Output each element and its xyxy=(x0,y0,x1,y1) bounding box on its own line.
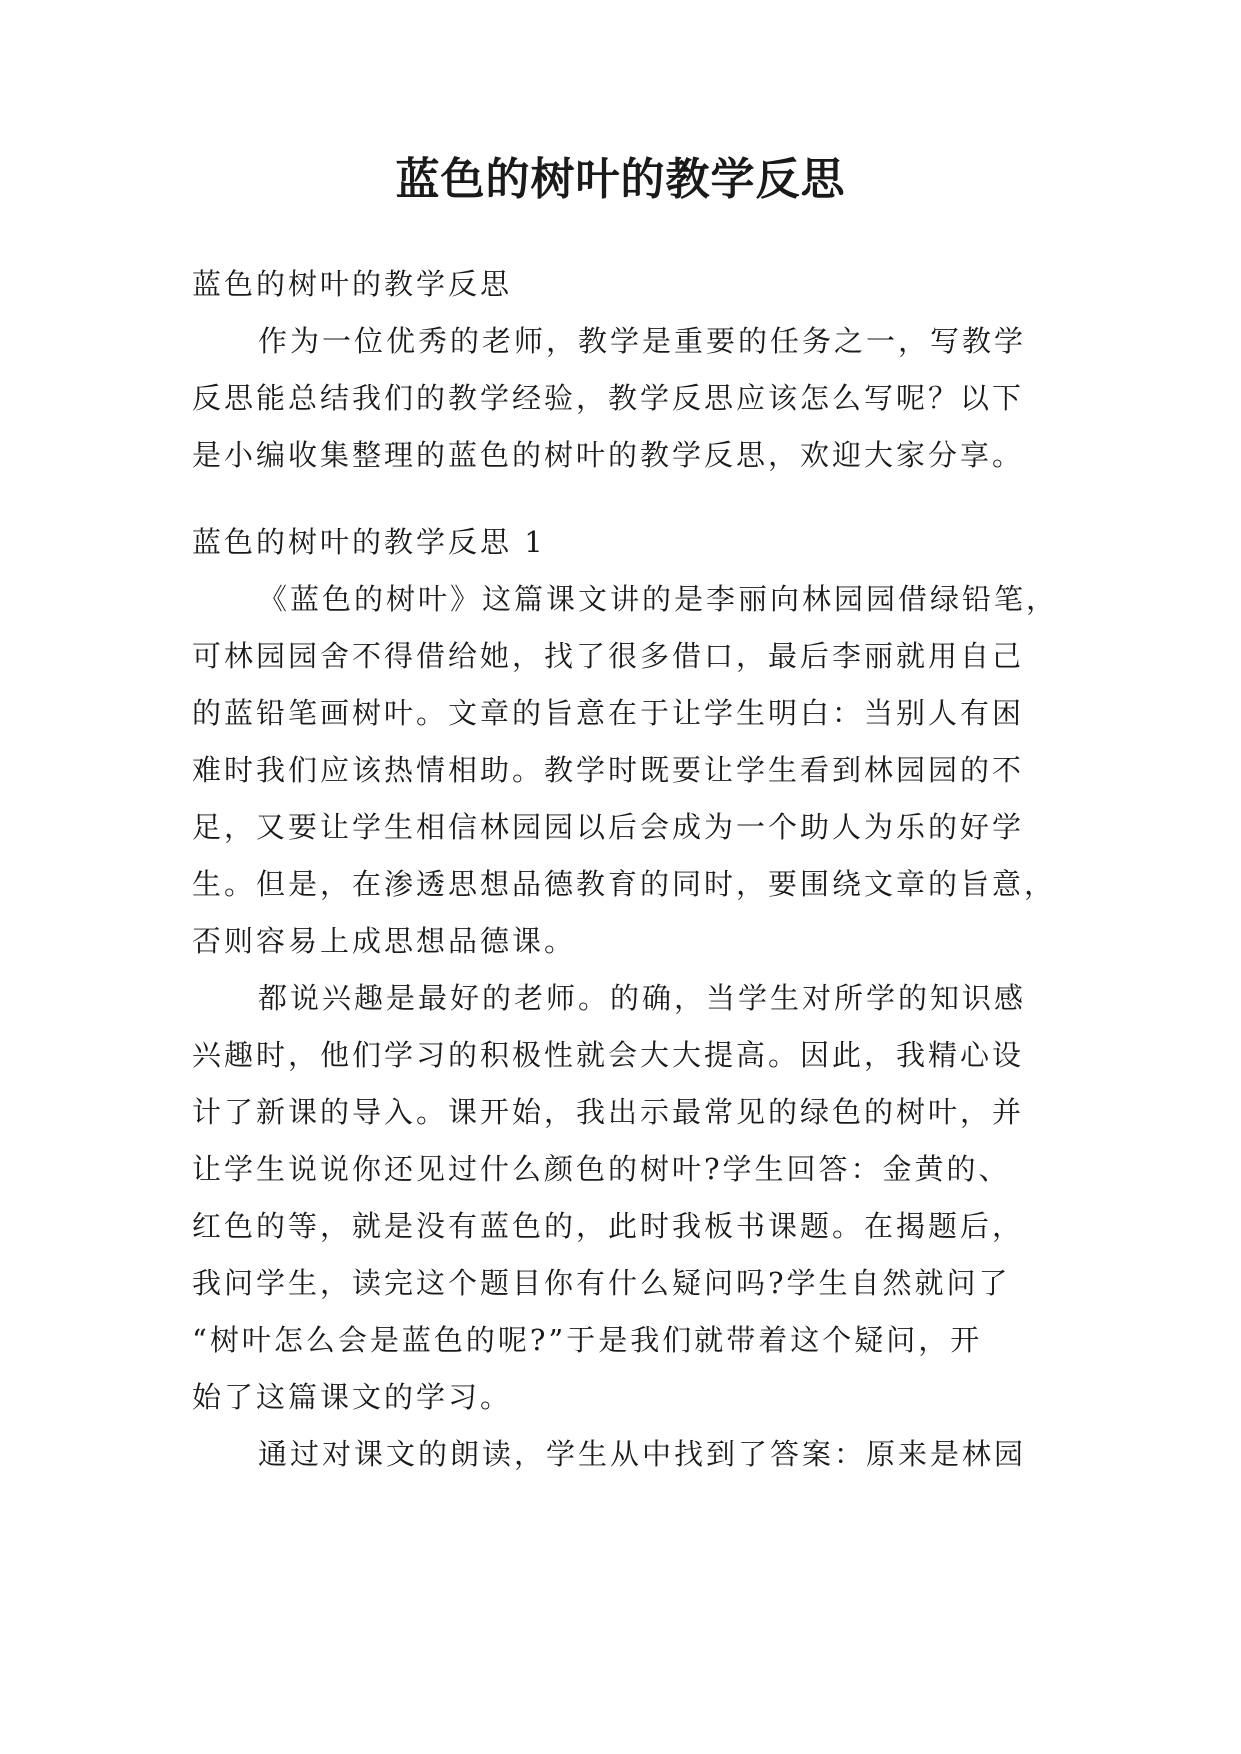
intro-line-2: 反思能总结我们的教学经验，教学反思应该怎么写呢？以下 xyxy=(192,381,1025,415)
intro-heading: 蓝色的树叶的教学反思 xyxy=(192,267,513,301)
section-1-paragraph-3 xyxy=(192,1426,1072,1483)
paragraph-line: 计了新课的导入。课开始，我出示最常见的绿色的树叶，并 xyxy=(192,1095,1025,1129)
paragraph-line: 《蓝色的树叶》这篇课文讲的是李丽向林园园借绿铅笔， xyxy=(258,582,1059,616)
paragraph-line: 让学生说说你还见过什么颜色的树叶?学生回答：金黄的、 xyxy=(192,1152,1011,1186)
intro-block xyxy=(192,256,1072,484)
section-1-paragraph-1 xyxy=(192,571,1072,970)
paragraph-line: 始了这篇课文的学习。 xyxy=(192,1380,513,1414)
intro-line-1: 作为一位优秀的老师，教学是重要的任务之一，写教学 xyxy=(258,324,1027,358)
paragraph-line: “树叶怎么会是蓝色的呢?”于是我们就带着这个疑问，开 xyxy=(192,1323,983,1357)
paragraph-line: 生。但是，在渗透思想品德教育的同时，要围绕文章的旨意， xyxy=(192,867,1057,901)
section-1-heading: 蓝色的树叶的教学反思 1 xyxy=(192,525,546,559)
paragraph-line: 的蓝铅笔画树叶。文章的旨意在于让学生明白：当别人有困 xyxy=(192,696,1025,730)
paragraph-line: 可林园园舍不得借给她，找了很多借口，最后李丽就用自己 xyxy=(192,639,1025,673)
section-1 xyxy=(192,514,1072,1483)
paragraph-line: 难时我们应该热情相助。教学时既要让学生看到林园园的不 xyxy=(192,753,1025,787)
section-1-paragraph-2 xyxy=(192,970,1072,1426)
paragraph-line: 否则容易上成思想品德课。 xyxy=(192,924,577,958)
paragraph-line: 红色的等，就是没有蓝色的，此时我板书课题。在揭题后， xyxy=(192,1209,1025,1243)
paragraph-line: 我问学生，读完这个题目你有什么疑问吗?学生自然就问了 xyxy=(192,1266,1011,1300)
document-title: 蓝色的树叶的教学反思 xyxy=(395,154,846,205)
paragraph-line: 通过对课文的朗读，学生从中找到了答案：原来是林园 xyxy=(258,1437,1027,1471)
paragraph-line: 都说兴趣是最好的老师。的确，当学生对所学的知识感 xyxy=(258,981,1027,1015)
paragraph-line: 足，又要让学生相信林园园以后会成为一个助人为乐的好学 xyxy=(192,810,1025,844)
paragraph-line: 兴趣时，他们学习的积极性就会大大提高。因此，我精心设 xyxy=(192,1038,1025,1072)
intro-line-3: 是小编收集整理的蓝色的树叶的教学反思，欢迎大家分享。 xyxy=(192,438,1025,472)
